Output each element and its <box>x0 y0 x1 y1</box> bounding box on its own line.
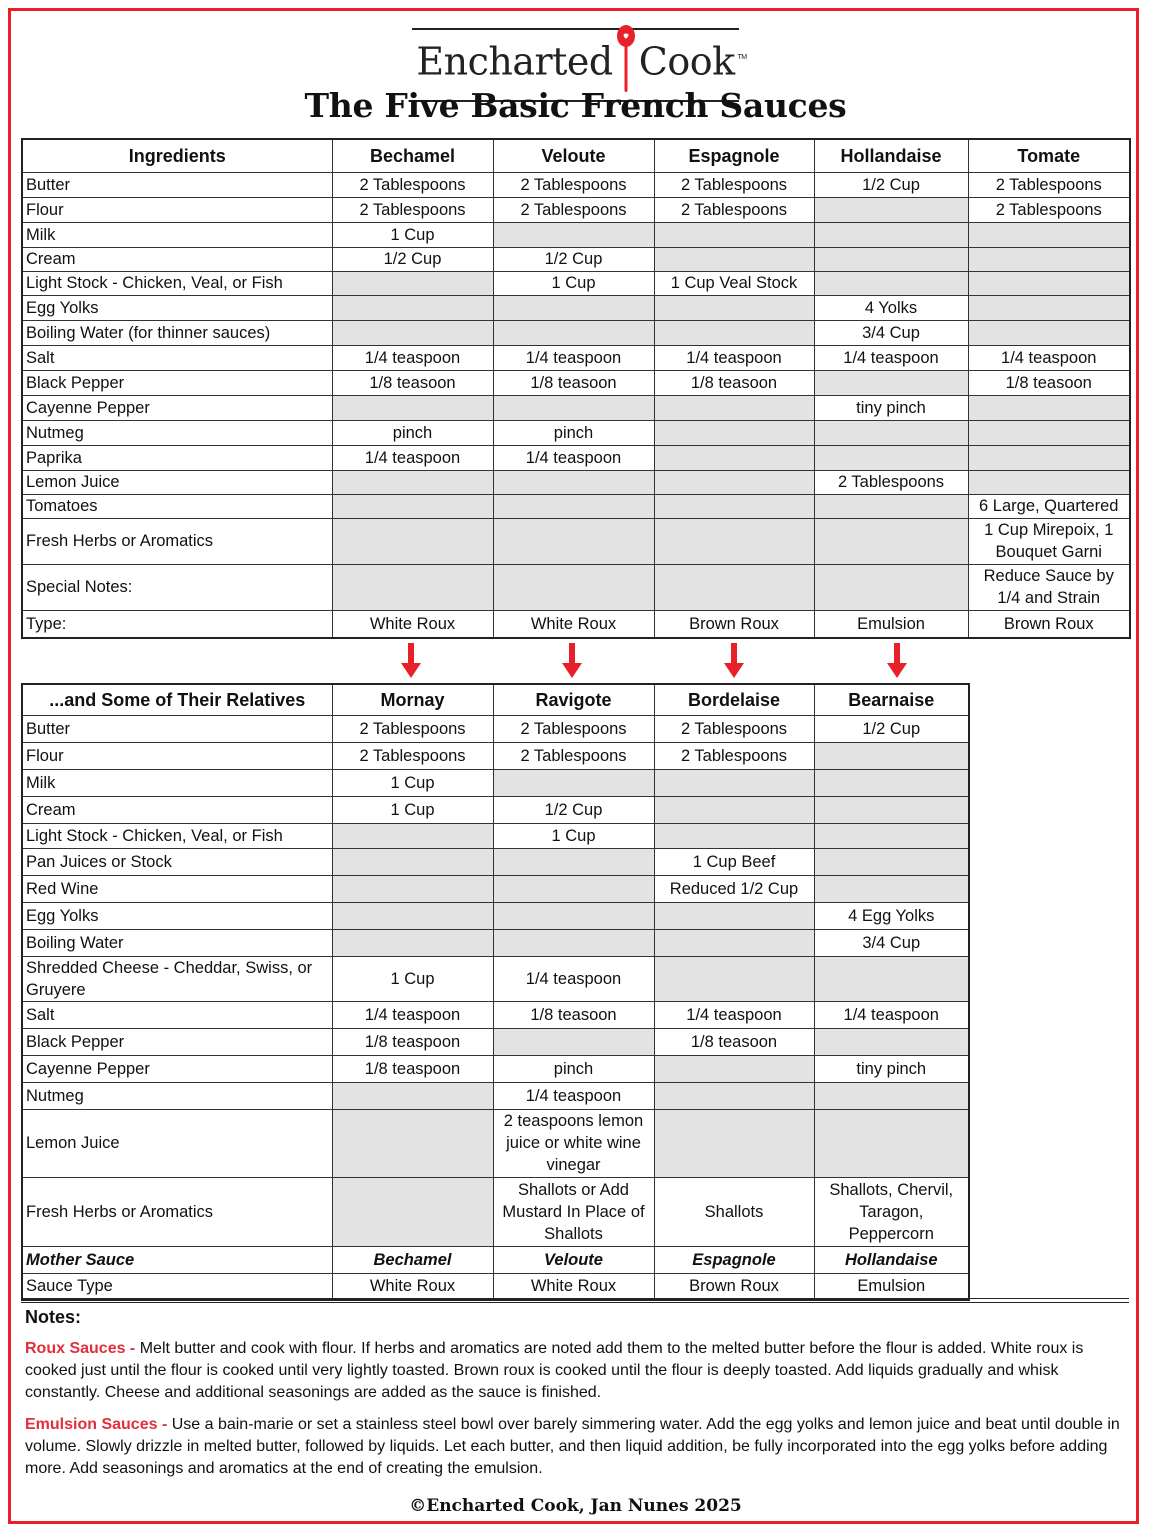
table-cell: 2 Tablespoons <box>493 742 654 769</box>
table-cell <box>654 395 814 420</box>
table-row <box>22 875 969 902</box>
table-cell: 1/4 teaspoon <box>814 1001 969 1028</box>
table-row <box>22 370 1130 395</box>
table-cell <box>968 295 1130 320</box>
brand-name-right: Cook <box>638 39 735 84</box>
table-cell <box>968 247 1130 271</box>
table-cell <box>493 395 654 420</box>
column-header-sauce: Hollandaise <box>814 139 968 172</box>
table-cell: tiny pinch <box>814 395 968 420</box>
table-cell <box>654 470 814 494</box>
table-cell: 1 Cup Beef <box>654 848 814 875</box>
table-cell <box>968 222 1130 247</box>
table-cell <box>654 902 814 929</box>
table-row <box>22 494 1130 518</box>
table-cell: 2 teaspoons lemon juice or white wine vinegar <box>493 1109 654 1177</box>
table-cell <box>332 1082 493 1109</box>
table-cell: 1/8 teasoon <box>493 1001 654 1028</box>
table-cell <box>654 222 814 247</box>
table-cell: pinch <box>332 420 493 445</box>
table-cell <box>654 295 814 320</box>
table-row <box>22 956 969 1001</box>
table-cell <box>968 470 1130 494</box>
row-label: Pan Juices or Stock <box>22 848 332 875</box>
table-cell: 1/4 teaspoon <box>493 345 654 370</box>
table-cell: 1/4 teaspoon <box>493 956 654 1001</box>
table-cell: Shallots or Add Mustard In Place of Shallots <box>493 1177 654 1246</box>
table-cell <box>968 320 1130 345</box>
table-cell <box>493 494 654 518</box>
table-cell: Brown Roux <box>968 610 1130 638</box>
table-row <box>22 902 969 929</box>
spoon-icon <box>615 24 637 94</box>
row-label: Boiling Water <box>22 929 332 956</box>
table-cell <box>814 875 969 902</box>
table-cell: White Roux <box>493 1273 654 1300</box>
table-cell: 1 Cup <box>332 796 493 823</box>
row-label: Mother Sauce <box>22 1246 332 1273</box>
table-cell <box>654 1082 814 1109</box>
table-cell <box>493 470 654 494</box>
table-cell: Espagnole <box>654 1246 814 1273</box>
table-cell: Brown Roux <box>654 610 814 638</box>
table-cell: 1/2 Cup <box>814 172 968 197</box>
row-label: Flour <box>22 742 332 769</box>
table-cell <box>814 796 969 823</box>
table-cell: 2 Tablespoons <box>332 742 493 769</box>
column-header-sauce: Espagnole <box>654 139 814 172</box>
table-row <box>22 197 1130 222</box>
row-label: Egg Yolks <box>22 295 332 320</box>
column-header-ingredients: Ingredients <box>22 139 332 172</box>
row-label: Lemon Juice <box>22 1109 332 1177</box>
notes-section <box>25 1306 1125 1490</box>
row-label: Salt <box>22 345 332 370</box>
row-label: Egg Yolks <box>22 902 332 929</box>
table-row <box>22 1055 969 1082</box>
table-row <box>22 715 969 742</box>
table-row <box>22 1177 969 1246</box>
roux-note-label: Roux Sauces - <box>25 1340 136 1357</box>
table-row <box>22 769 969 796</box>
table-cell <box>654 929 814 956</box>
table-cell <box>814 1109 969 1177</box>
table-cell: 1/4 teaspoon <box>332 345 493 370</box>
table-cell <box>493 875 654 902</box>
table-cell: 1 Cup <box>332 769 493 796</box>
table-cell <box>654 1109 814 1177</box>
table-row <box>22 395 1130 420</box>
table-cell: 1/8 teasoon <box>654 1028 814 1055</box>
table-cell <box>814 420 968 445</box>
column-header-sauce: Mornay <box>332 684 493 715</box>
table-cell <box>493 848 654 875</box>
table-row <box>22 1273 969 1300</box>
table-cell: 1/4 teaspoon <box>493 445 654 470</box>
emulsion-note-label: Emulsion Sauces - <box>25 1416 168 1433</box>
row-label: Light Stock - Chicken, Veal, or Fish <box>22 823 332 848</box>
table-cell: 1/4 teaspoon <box>654 345 814 370</box>
table-cell: 1 Cup Veal Stock <box>654 271 814 295</box>
table-row <box>22 345 1130 370</box>
table-cell: 1 Cup <box>332 222 493 247</box>
table-cell <box>814 956 969 1001</box>
table-row <box>22 823 969 848</box>
table-cell <box>654 956 814 1001</box>
table-cell <box>814 271 968 295</box>
table-cell <box>332 848 493 875</box>
table-cell <box>814 848 969 875</box>
table-cell <box>332 494 493 518</box>
table-cell <box>332 470 493 494</box>
table-cell: Emulsion <box>814 1273 969 1300</box>
table-cell <box>654 518 814 564</box>
table-cell <box>654 445 814 470</box>
table-cell: 1/2 Cup <box>332 247 493 271</box>
table-cell <box>332 902 493 929</box>
table-cell: 3/4 Cup <box>814 929 969 956</box>
table-cell: 1/4 teaspoon <box>968 345 1130 370</box>
table-cell <box>814 197 968 222</box>
row-label: Fresh Herbs or Aromatics <box>22 518 332 564</box>
table-cell: 1/8 teasoon <box>968 370 1130 395</box>
table-cell: 1 Cup <box>493 823 654 848</box>
table-cell: White Roux <box>493 610 654 638</box>
table-cell <box>493 295 654 320</box>
table-cell <box>654 1055 814 1082</box>
table-cell <box>332 823 493 848</box>
table-cell <box>654 769 814 796</box>
table-cell <box>968 395 1130 420</box>
table-row <box>22 320 1130 345</box>
table-cell: 2 Tablespoons <box>332 172 493 197</box>
column-header-sauce: Bechamel <box>332 139 493 172</box>
row-label: Lemon Juice <box>22 470 332 494</box>
table-cell <box>493 769 654 796</box>
table-cell: 1/8 teaspoon <box>332 1028 493 1055</box>
arrow-down-icon <box>724 643 744 679</box>
table-row <box>22 271 1130 295</box>
table-cell <box>654 796 814 823</box>
table-cell: 1/8 teasoon <box>493 370 654 395</box>
divider <box>21 1298 1129 1303</box>
table-row <box>22 222 1130 247</box>
table-cell: 2 Tablespoons <box>493 715 654 742</box>
row-label: Milk <box>22 222 332 247</box>
table-cell: 2 Tablespoons <box>654 172 814 197</box>
table-cell <box>814 247 968 271</box>
table-cell: 1/4 teaspoon <box>814 345 968 370</box>
table-cell <box>814 494 968 518</box>
table-cell: Hollandaise <box>814 1246 969 1273</box>
table-cell: pinch <box>493 420 654 445</box>
table-cell <box>654 320 814 345</box>
row-label: Fresh Herbs or Aromatics <box>22 1177 332 1246</box>
table-cell: 1/4 teaspoon <box>493 1082 654 1109</box>
column-header-sauce: Veloute <box>493 139 654 172</box>
table-cell <box>332 929 493 956</box>
table-row <box>22 172 1130 197</box>
table-cell: 3/4 Cup <box>814 320 968 345</box>
table-cell <box>493 929 654 956</box>
brand-name-left: Encharted <box>416 39 613 84</box>
row-label: Paprika <box>22 445 332 470</box>
table-row <box>22 247 1130 271</box>
table-cell <box>332 295 493 320</box>
table-cell: 2 Tablespoons <box>654 742 814 769</box>
table-cell <box>332 875 493 902</box>
row-label: Butter <box>22 172 332 197</box>
table-cell <box>493 320 654 345</box>
table-cell: 1/2 Cup <box>493 796 654 823</box>
table-cell <box>814 742 969 769</box>
row-label: Red Wine <box>22 875 332 902</box>
column-header-sauce: Bearnaise <box>814 684 969 715</box>
table-cell <box>332 1109 493 1177</box>
table-cell: 4 Yolks <box>814 295 968 320</box>
row-label: Shredded Cheese - Cheddar, Swiss, or Gruyere <box>22 956 332 1001</box>
table-cell <box>654 420 814 445</box>
table-cell: 1/8 teasoon <box>332 370 493 395</box>
row-label: Salt <box>22 1001 332 1028</box>
table-cell <box>493 564 654 610</box>
table-cell <box>814 518 968 564</box>
table-cell: 1 Cup Mirepoix, 1 Bouquet Garni <box>968 518 1130 564</box>
mother-sauces-table <box>21 138 1131 639</box>
table-row <box>22 1109 969 1177</box>
table-cell: 2 Tablespoons <box>968 197 1130 222</box>
table-cell <box>493 222 654 247</box>
table-cell: White Roux <box>332 1273 493 1300</box>
table-cell: 1/2 Cup <box>814 715 969 742</box>
table-row <box>22 742 969 769</box>
table-cell: 2 Tablespoons <box>493 172 654 197</box>
table-cell <box>493 518 654 564</box>
table-cell <box>332 320 493 345</box>
table-cell: 6 Large, Quartered <box>968 494 1130 518</box>
table-cell <box>654 564 814 610</box>
arrow-down-icon <box>401 643 421 679</box>
table-cell: tiny pinch <box>814 1055 969 1082</box>
table-cell: 2 Tablespoons <box>332 197 493 222</box>
table-cell: Veloute <box>493 1246 654 1273</box>
table-cell <box>654 823 814 848</box>
table-cell <box>814 370 968 395</box>
table-cell: 4 Egg Yolks <box>814 902 969 929</box>
row-label: Sauce Type <box>22 1273 332 1300</box>
row-label: Light Stock - Chicken, Veal, or Fish <box>22 271 332 295</box>
table-cell <box>968 445 1130 470</box>
roux-note-text: Melt butter and cook with flour. If herbs and aromatics are noted add them to the melted butter before the flour is added. White roux is cooked just until the flour is cooked until very lightly toasted. Brown roux is cooked until the flour is deeply toasted. Add liquids gradually and whisk constantly. Cheese and additional seasonings are added as the sauce is finished. <box>25 1340 1084 1401</box>
table-cell: 2 Tablespoons <box>968 172 1130 197</box>
table-cell: 1 Cup <box>332 956 493 1001</box>
table-cell <box>493 1028 654 1055</box>
table-cell <box>332 1177 493 1246</box>
row-label: Cream <box>22 796 332 823</box>
row-label: Cream <box>22 247 332 271</box>
notes-heading: Notes: <box>25 1307 82 1327</box>
table-cell: Emulsion <box>814 610 968 638</box>
table-cell: Shallots <box>654 1177 814 1246</box>
table-cell: 1/4 teaspoon <box>332 1001 493 1028</box>
row-label: Type: <box>22 610 332 638</box>
table-row <box>22 445 1130 470</box>
table-cell: Bechamel <box>332 1246 493 1273</box>
row-label: Flour <box>22 197 332 222</box>
relative-sauces-table <box>21 683 970 1301</box>
table-cell: Reduce Sauce by 1/4 and Strain <box>968 564 1130 610</box>
table-cell <box>654 494 814 518</box>
row-label: Special Notes: <box>22 564 332 610</box>
table-row <box>22 929 969 956</box>
column-header-sauce: Tomate <box>968 139 1130 172</box>
table-cell <box>814 769 969 796</box>
table-cell: Shallots, Chervil, Taragon, Peppercorn <box>814 1177 969 1246</box>
table-cell <box>814 222 968 247</box>
table-cell: 2 Tablespoons <box>493 197 654 222</box>
row-label: Cayenne Pepper <box>22 395 332 420</box>
table-cell <box>814 1028 969 1055</box>
table-row <box>22 295 1130 320</box>
table-cell <box>654 247 814 271</box>
table-cell <box>814 445 968 470</box>
table-cell <box>968 420 1130 445</box>
table-row <box>22 1082 969 1109</box>
copyright-footer: ©Encharted Cook, Jan Nunes 2025 <box>409 1496 742 1516</box>
column-header-sauce: Ravigote <box>493 684 654 715</box>
table-row <box>22 420 1130 445</box>
column-header-ingredients: ...and Some of Their Relatives <box>22 684 332 715</box>
table-cell <box>332 518 493 564</box>
table-cell <box>814 564 968 610</box>
table-cell: 1/8 teasoon <box>654 370 814 395</box>
table-cell: White Roux <box>332 610 493 638</box>
row-label: Black Pepper <box>22 1028 332 1055</box>
table-cell <box>493 902 654 929</box>
table-cell: 1/2 Cup <box>493 247 654 271</box>
table-cell <box>332 271 493 295</box>
row-label: Butter <box>22 715 332 742</box>
page-title: The Five Basic French Sauces <box>304 86 847 125</box>
arrow-down-icon <box>562 643 582 679</box>
table-cell <box>814 1082 969 1109</box>
table-row <box>22 470 1130 494</box>
table-cell: 2 Tablespoons <box>654 197 814 222</box>
table-row <box>22 518 1130 564</box>
table-cell: 1/8 teaspoon <box>332 1055 493 1082</box>
emulsion-note-text: Use a bain-marie or set a stainless steel bowl over barely simmering water. Add the egg yolks and lemon juice and beat until double in volume. Slowly drizzle in melted butter, followed by liquids. Let each butter, and then liquid addition, be fully incorporated into the egg yolks before adding more. Add seasonings and aromatics at the end of creating the emulsion. <box>25 1416 1120 1477</box>
table-row <box>22 796 969 823</box>
row-label: Nutmeg <box>22 420 332 445</box>
table-row <box>22 1001 969 1028</box>
trademark: TM <box>737 54 747 61</box>
table-cell: Reduced 1/2 Cup <box>654 875 814 902</box>
column-header-sauce: Bordelaise <box>654 684 814 715</box>
table-cell: 2 Tablespoons <box>654 715 814 742</box>
table-cell: 1 Cup <box>493 271 654 295</box>
emulsion-note <box>25 1414 1125 1480</box>
arrow-down-icon <box>887 643 907 679</box>
row-label: Cayenne Pepper <box>22 1055 332 1082</box>
row-label: Tomatoes <box>22 494 332 518</box>
table-cell: 1/4 teaspoon <box>654 1001 814 1028</box>
table-row <box>22 564 1130 610</box>
row-label: Boiling Water (for thinner sauces) <box>22 320 332 345</box>
table-cell: Brown Roux <box>654 1273 814 1300</box>
row-label: Black Pepper <box>22 370 332 395</box>
table-cell: 1/4 teaspoon <box>332 445 493 470</box>
table-cell: 2 Tablespoons <box>814 470 968 494</box>
table-cell <box>814 823 969 848</box>
table-cell <box>332 395 493 420</box>
table-cell <box>968 271 1130 295</box>
table-cell: 2 Tablespoons <box>332 715 493 742</box>
row-label: Nutmeg <box>22 1082 332 1109</box>
table-row <box>22 610 1130 638</box>
row-label: Milk <box>22 769 332 796</box>
table-row <box>22 1246 969 1273</box>
table-row <box>22 1028 969 1055</box>
table-cell: pinch <box>493 1055 654 1082</box>
table-cell <box>332 564 493 610</box>
table-row <box>22 848 969 875</box>
roux-note <box>25 1338 1125 1404</box>
